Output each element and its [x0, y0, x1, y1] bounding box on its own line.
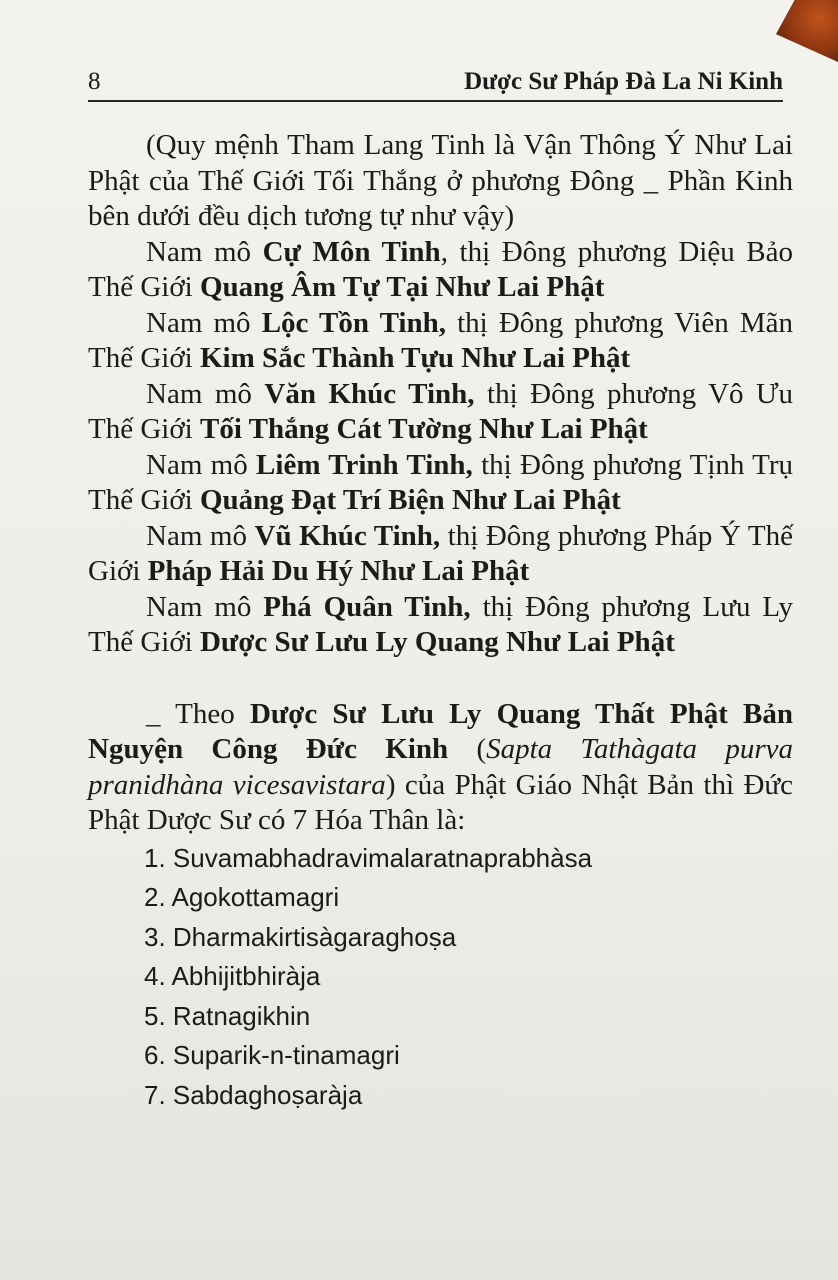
page-number: 8 [88, 68, 101, 95]
buddha-name: Quảng Đạt Trí Biện Như Lai Phật [199, 484, 621, 516]
emanation-list [88, 839, 793, 1116]
invocation-paragraph: Nam mô Vũ Khúc Tinh, thị Đông phương Pháp Ý Thế Giới Pháp Hải Du Hý Như Lai Phật [88, 519, 793, 587]
list-item: 6. Suparik-n-tinamagri [144, 1040, 400, 1070]
invocation-paragraph: Nam mô Phá Quân Tinh, thị Đông phương Lưu Ly Thế Giới Dược Sư Lưu Ly Quang Như Lai Phật [88, 590, 793, 658]
list-item: 2. Agokottamagri [144, 882, 340, 912]
list-item: 3. Dharmakirtisàgaraghoṣa [144, 921, 457, 952]
star-name: Cự Môn Tinh [262, 235, 441, 268]
invocation-paragraph: Nam mô Lộc Tồn Tinh, thị Đông phương Viên Mãn Thế Giới Kim Sắc Thành Tựu Như Lai Phật [88, 306, 793, 374]
list-item: 4. Abhijitbhiràja [144, 961, 321, 991]
sanskrit-title: Sapta Tathàgata purva pranidhàna vicesavistara [88, 733, 794, 801]
buddha-name: Quang Âm Tự Tại Như Lai Phật [199, 271, 605, 303]
sutra-title: Dược Sư Lưu Ly Quang Thất Phật Bản Nguyện Công Đức Kinh [88, 697, 794, 765]
buddha-name: Pháp Hải Du Hý Như Lai Phật [147, 555, 530, 587]
running-title: Dược Sư Pháp Đà La Ni Kinh [464, 68, 783, 95]
theo-paragraph: _ Theo Dược Sư Lưu Ly Quang Thất Phật Bản Nguyện Công Đức Kinh (Sapta Tathàgata purva pranidhàna vicesavistara) của Phật Giáo Nhật Bản thì Đức Phật Dược Sư có 7 Hóa Thân là: [88, 697, 794, 836]
list-item: 7. Sabdaghoṣaràja [144, 1079, 363, 1110]
invocation-paragraph: Nam mô Cự Môn Tinh, thị Đông phương Diệu Bảo Thế Giới Quang Âm Tự Tại Như Lai Phật [88, 235, 793, 303]
page-body [88, 128, 793, 1115]
book-cover-corner [776, 0, 838, 62]
buddha-name: Tối Thắng Cát Tường Như Lai Phật [199, 413, 648, 445]
star-name: Lộc Tồn Tinh, [261, 306, 446, 339]
intro-paragraph: (Quy mệnh Tham Lang Tinh là Vận Thông Ý Như Lai Phật của Thế Giới Tối Thắng ở phương Đông _ Phần Kinh bên dưới đều dịch tương tự như vậy) [88, 129, 793, 232]
buddha-name: Dược Sư Lưu Ly Quang Như Lai Phật [199, 626, 675, 658]
star-name: Văn Khúc Tinh, [264, 377, 475, 410]
list-item: 1. Suvamabhadravimalaratnaprabhàsa [144, 842, 593, 873]
star-name: Liêm Trinh Tinh, [256, 448, 473, 481]
page-header [88, 66, 783, 102]
list-item: 5. Ratnagikhin [144, 1000, 311, 1031]
star-name: Vũ Khúc Tinh, [254, 519, 441, 552]
buddha-name: Kim Sắc Thành Tựu Như Lai Phật [199, 342, 631, 374]
paragraph-gap [88, 661, 793, 697]
invocation-paragraph: Nam mô Văn Khúc Tinh, thị Đông phương Vô Ưu Thế Giới Tối Thắng Cát Tường Như Lai Phật [88, 377, 794, 445]
star-name: Phá Quân Tinh, [263, 590, 471, 623]
invocation-paragraph: Nam mô Liêm Trinh Tinh, thị Đông phương Tịnh Trụ Thế Giới Quảng Đạt Trí Biện Như Lai Phật [88, 448, 794, 516]
